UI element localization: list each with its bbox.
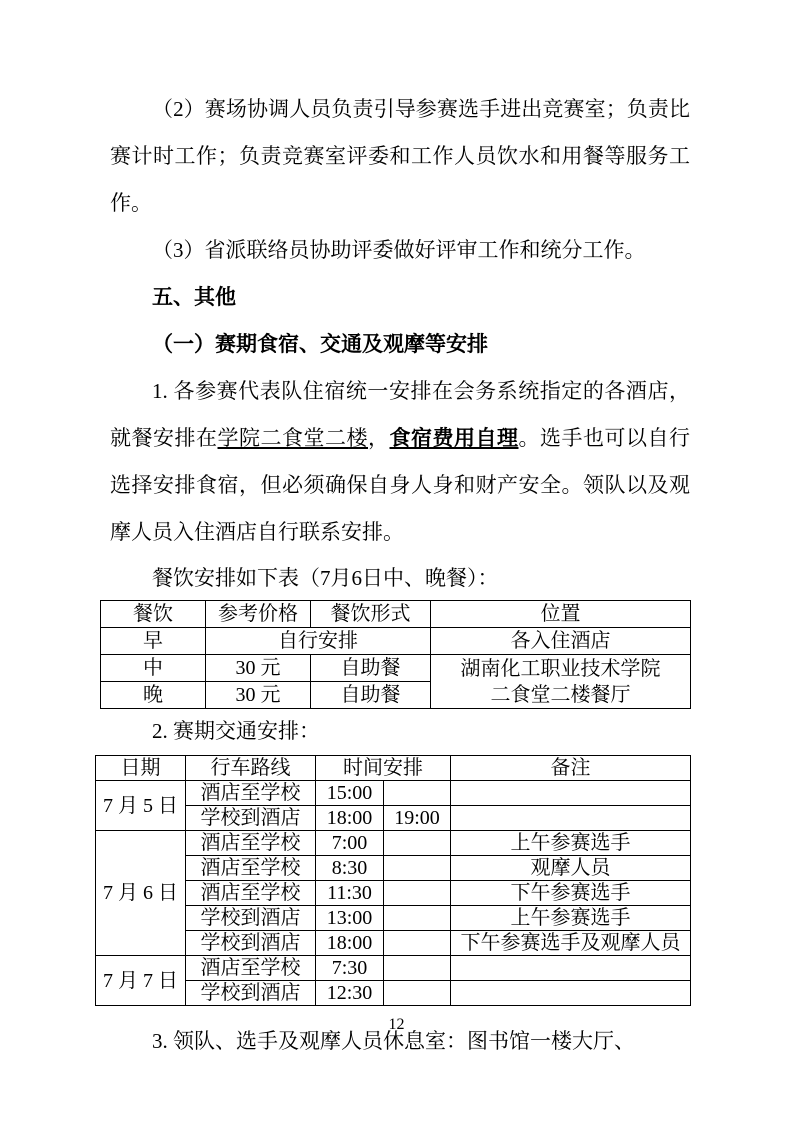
lodging-text-comma: ，	[368, 426, 390, 450]
meal-noon-price: 30 元	[206, 655, 311, 682]
section-heading-five: 五、其他	[152, 285, 236, 309]
transport-route: 学校到酒店	[186, 906, 316, 931]
paragraph-item-2: （2）赛场协调人员负责引导参赛选手进出竞赛室；负责比赛计时工作；负责竞赛室评委和工作人员饮水和用餐等服务工作。	[110, 97, 690, 215]
page-number: 12	[388, 1016, 405, 1033]
meal-evening-form: 自助餐	[311, 682, 431, 709]
lodging-text-self-pay-bold: 食宿费用自理	[389, 426, 519, 450]
transport-header-note: 备注	[451, 756, 691, 781]
table-row	[96, 781, 691, 806]
transport-time1: 7:00	[316, 831, 384, 856]
transport-time1: 18:00	[316, 806, 384, 831]
meal-row-morning	[101, 628, 691, 655]
transport-time1: 18:00	[316, 931, 384, 956]
transport-time2	[384, 956, 451, 981]
meal-evening-label: 晚	[101, 682, 206, 709]
meal-table-intro: 餐饮安排如下表（7月6日中、晚餐）：	[152, 566, 499, 590]
transport-time1: 15:00	[316, 781, 384, 806]
table-row	[96, 956, 691, 981]
transport-time1: 7:30	[316, 956, 384, 981]
table-row	[96, 931, 691, 956]
transport-note: 上午参赛选手	[451, 831, 691, 856]
transport-date-july7: 7 月 7 日	[96, 956, 186, 1006]
paragraph-rest-rooms: 3. 领队、选手及观摩人员休息室：图书馆一楼大厅、	[152, 1029, 635, 1053]
transport-route: 酒店至学校	[186, 956, 316, 981]
meal-header-price: 参考价格	[206, 601, 311, 628]
meal-evening-price: 30 元	[206, 682, 311, 709]
transport-note	[451, 956, 691, 981]
transport-note: 下午参赛选手	[451, 881, 691, 906]
table-row	[96, 981, 691, 1006]
transport-route: 酒店至学校	[186, 781, 316, 806]
lodging-text-run5: 。选手也可以自行选择安排食宿，但必须确保自身人身和财产安全。领队以及观摩人员入住酒店自行联系安排。	[110, 426, 690, 544]
transport-time1: 11:30	[316, 881, 384, 906]
subsection-heading-five-one: （一）赛期食宿、交通及观摩等安排	[152, 332, 488, 356]
paragraph-lodging	[110, 368, 690, 556]
table-row	[96, 831, 691, 856]
transport-header-date: 日期	[96, 756, 186, 781]
transport-header-time: 时间安排	[316, 756, 451, 781]
table-row	[96, 856, 691, 881]
paragraph-item-3: （3）省派联络员协助评委做好评审工作和统分工作。	[152, 238, 646, 262]
transport-header-row	[96, 756, 691, 781]
meal-morning-arrangement: 自行安排	[206, 628, 431, 655]
meal-arrangement-table	[100, 600, 691, 709]
transport-time2	[384, 931, 451, 956]
table-row	[96, 881, 691, 906]
meal-row-noon	[101, 655, 691, 682]
transport-date-july5: 7 月 5 日	[96, 781, 186, 831]
meal-header-form: 餐饮形式	[311, 601, 431, 628]
transport-route: 学校到酒店	[186, 981, 316, 1006]
transport-time2	[384, 831, 451, 856]
transport-time2	[384, 981, 451, 1006]
meal-merged-location-line2: 二食堂二楼餐厅	[490, 683, 631, 706]
transport-time1: 13:00	[316, 906, 384, 931]
meal-morning-location: 各入住酒店	[431, 628, 691, 655]
transport-note	[451, 781, 691, 806]
transport-time2	[384, 856, 451, 881]
transport-route: 酒店至学校	[186, 856, 316, 881]
meal-header-location: 位置	[431, 601, 691, 628]
transport-time1: 12:30	[316, 981, 384, 1006]
transport-table-intro: 2. 赛期交通安排：	[152, 719, 320, 743]
meal-header-type: 餐饮	[101, 601, 206, 628]
meal-noon-label: 中	[101, 655, 206, 682]
lodging-text-canteen-underlined: 学院二食堂二楼	[217, 426, 368, 450]
meal-morning-label: 早	[101, 628, 206, 655]
transport-note	[451, 806, 691, 831]
transport-schedule-table	[95, 755, 691, 1006]
transport-header-route: 行车路线	[186, 756, 316, 781]
transport-time2	[384, 781, 451, 806]
table-row	[96, 906, 691, 931]
transport-time1: 8:30	[316, 856, 384, 881]
transport-note: 下午参赛选手及观摩人员	[451, 931, 691, 956]
meal-merged-location-line1: 湖南化工职业技术学院	[460, 657, 661, 680]
lodging-text-run1: 1. 各参赛代表队住宿统一安排在会务系统指定的各酒店，就餐安排在	[110, 379, 690, 450]
transport-time2	[384, 881, 451, 906]
transport-date-july6: 7 月 6 日	[96, 831, 186, 956]
transport-route: 学校到酒店	[186, 806, 316, 831]
table-row	[96, 806, 691, 831]
transport-route: 学校到酒店	[186, 931, 316, 956]
meal-merged-location	[431, 655, 691, 709]
transport-time2	[384, 906, 451, 931]
transport-note: 上午参赛选手	[451, 906, 691, 931]
transport-time2: 19:00	[384, 806, 451, 831]
meal-table-header-row	[101, 601, 691, 628]
transport-route: 酒店至学校	[186, 881, 316, 906]
transport-note	[451, 981, 691, 1006]
meal-noon-form: 自助餐	[311, 655, 431, 682]
transport-note: 观摩人员	[451, 856, 691, 881]
transport-route: 酒店至学校	[186, 831, 316, 856]
